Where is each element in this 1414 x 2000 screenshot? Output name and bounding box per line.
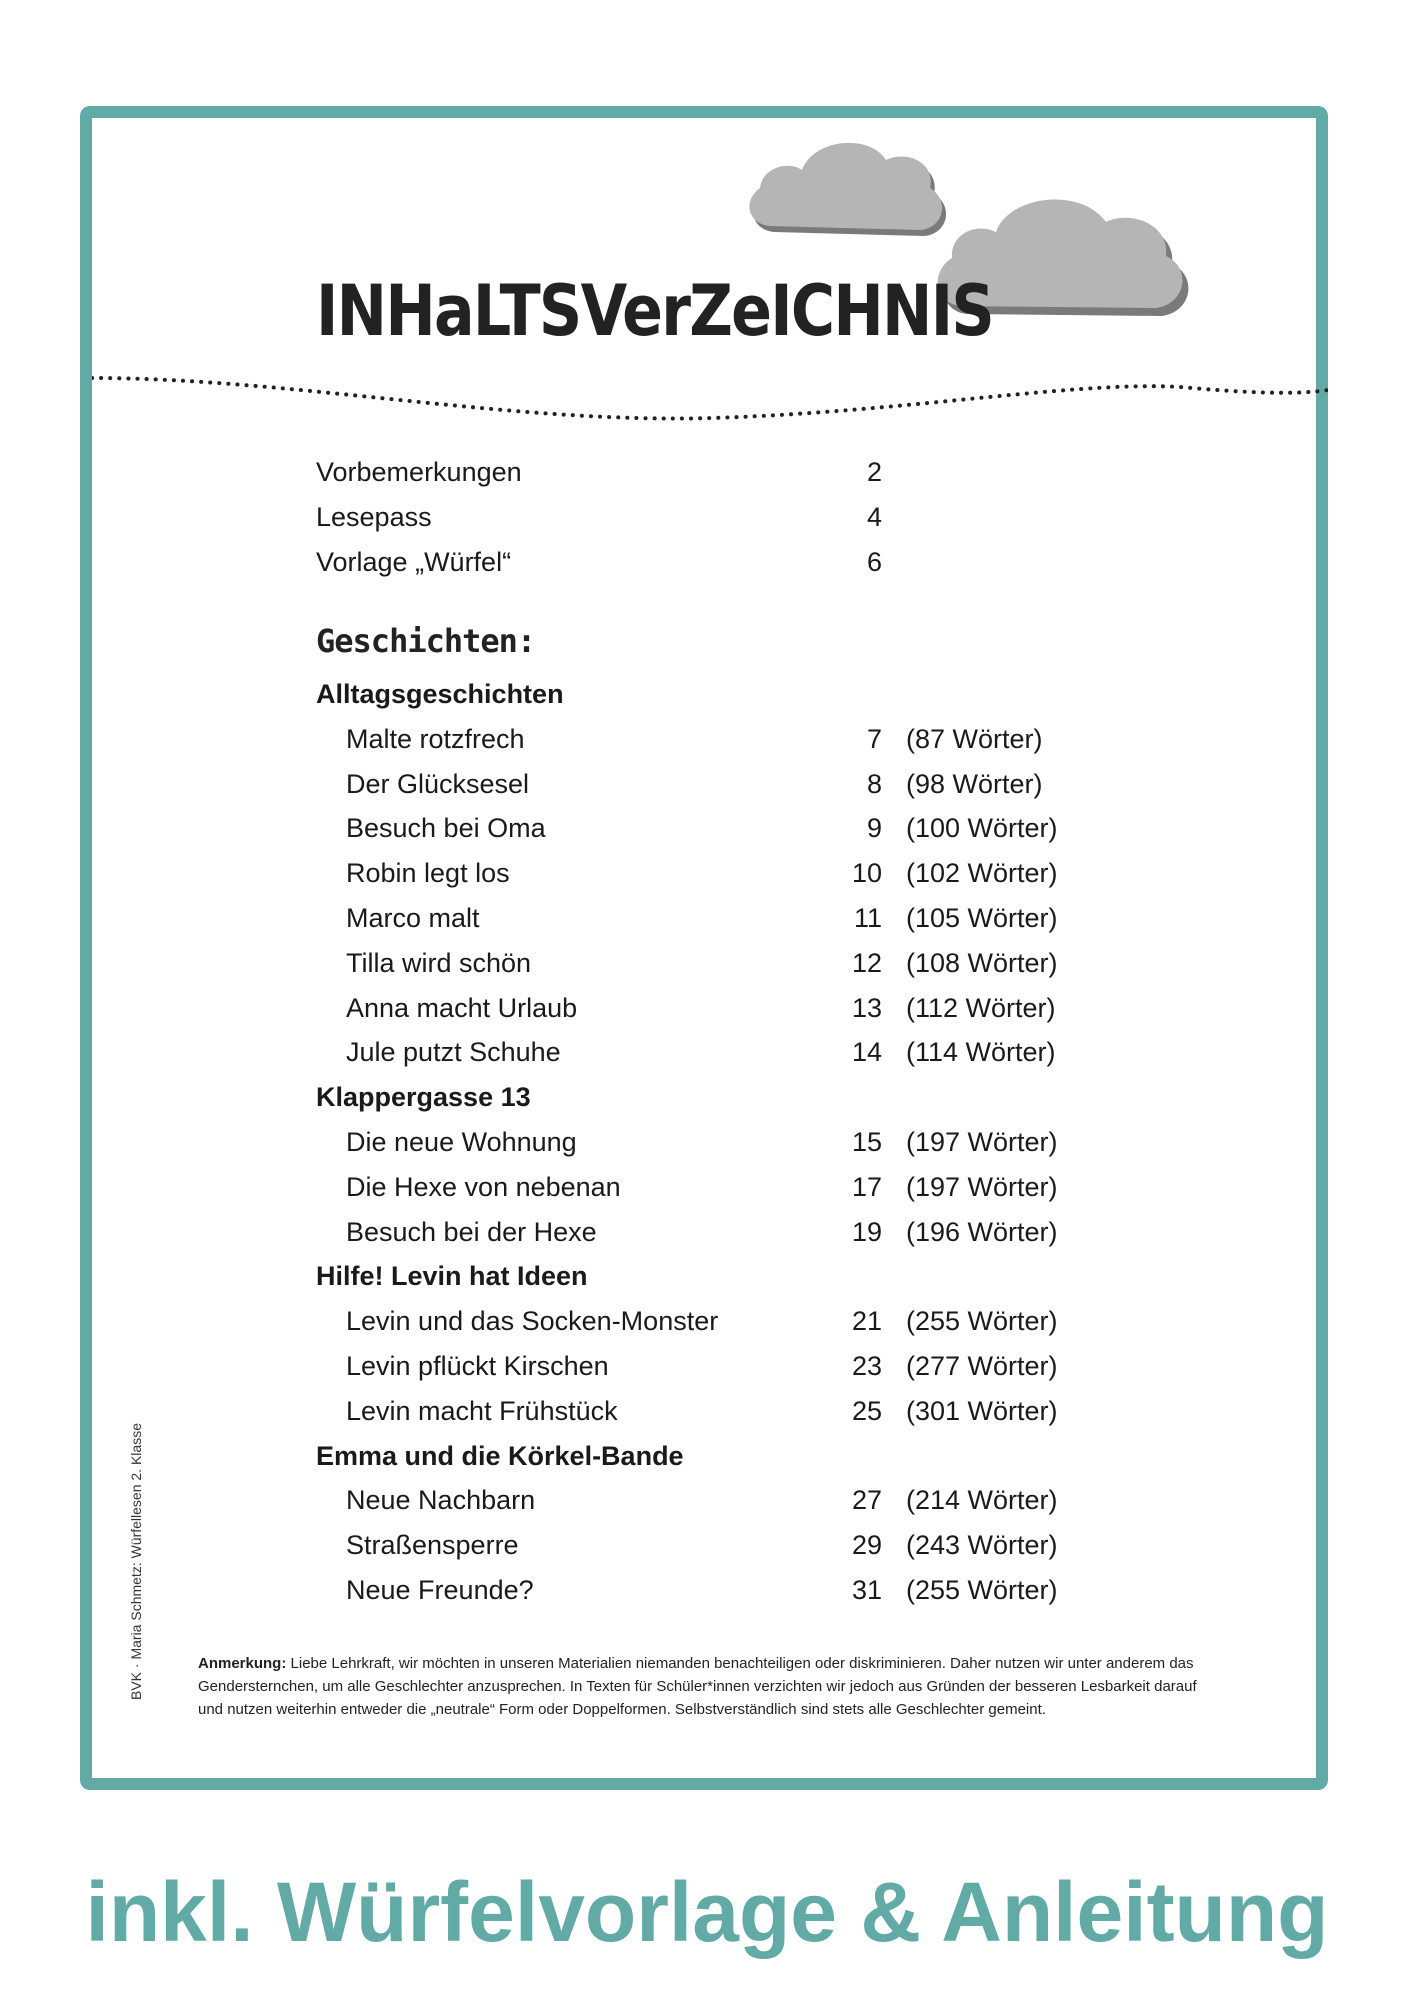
toc-section-heading [0,1254,1414,1298]
entry-label: Neue Freunde? [346,1575,534,1605]
entry-label: Jule putzt Schuhe [346,1037,561,1068]
entry-page-number: 23 [851,1351,882,1381]
entry-word-count: (196 Wörter) [906,1216,1058,1247]
section-heading-label: Hilfe! Levin hat Ideen [316,1261,588,1292]
toc-entry [0,1299,1414,1343]
toc-entry [0,717,1414,761]
toc-entry [0,896,1414,940]
footnote-label: Anmerkung: [198,1655,287,1672]
footnote [198,1652,1208,1721]
toc-entry [0,540,1414,584]
entry-page-number: 15 [851,1127,882,1157]
toc-entry [0,986,1414,1030]
toc-entry [0,1568,1414,1612]
entry-word-count: (277 Wörter) [906,1351,1058,1381]
entry-page-number: 27 [851,1485,882,1516]
entry-label: Besuch bei der Hexe [346,1216,597,1247]
entry-page-number: 11 [853,903,882,933]
entry-label: Die neue Wohnung [346,1127,577,1157]
entry-word-count: (255 Wörter) [906,1306,1058,1337]
entry-word-count: (255 Wörter) [906,1575,1058,1605]
entry-page-number: 9 [866,813,882,844]
entry-word-count: (102 Wörter) [906,858,1058,889]
entry-word-count: (105 Wörter) [906,903,1058,933]
entry-word-count: (214 Wörter) [906,1485,1058,1516]
toc-section-heading [0,1434,1414,1478]
cloud-small-icon [749,143,946,236]
entry-label: Marco malt [346,903,480,933]
section-heading-label: Klappergasse 13 [316,1082,531,1113]
section-heading-label: Alltagsgeschichten [316,679,564,709]
entry-word-count: (112 Wörter) [906,992,1056,1023]
entry-label: Malte rotzfrech [346,723,525,754]
entry-page-number: 2 [866,457,882,487]
entry-page-number: 4 [866,501,882,532]
entry-word-count: (114 Wörter) [906,1037,1056,1068]
section-heading-label: Emma und die Körkel-Bande [316,1440,684,1471]
entry-word-count: (197 Wörter) [906,1171,1058,1202]
entry-label: Levin pflückt Kirschen [346,1351,609,1381]
toc-entry [0,1344,1414,1388]
toc-entry [0,806,1414,850]
entry-label: Neue Nachbarn [346,1485,536,1516]
footer-banner: inkl. Würfelvorlage & Anleitung [85,1865,1329,1959]
toc-section-heading [0,1075,1414,1119]
entry-label: Der Glücksesel [346,768,530,799]
toc-entry [0,495,1414,539]
entry-word-count: (100 Wörter) [906,813,1058,844]
toc-entry [0,762,1414,806]
entry-word-count: (301 Wörter) [906,1395,1058,1426]
entry-page-number: 12 [851,947,882,978]
entry-page-number: 6 [866,546,882,577]
toc-entry [0,851,1414,895]
toc-entry [0,1165,1414,1209]
toc-entry [0,1523,1414,1567]
entry-label: Anna macht Urlaub [346,992,578,1023]
entry-page-number: 31 [851,1575,882,1605]
entry-word-count: (197 Wörter) [906,1127,1058,1157]
stories-heading: Geschichten: [316,622,536,660]
entry-page-number: 14 [851,1037,882,1068]
entry-page-number: 7 [866,723,882,754]
toc-entry [0,1030,1414,1074]
entry-label: Robin legt los [346,858,510,889]
entry-label: Levin und das Socken-Monster [346,1306,719,1337]
entry-word-count: (98 Wörter) [906,768,1043,799]
entry-page-number: 10 [851,858,882,889]
entry-label: Vorlage „Würfel“ [316,546,512,577]
entry-label: Lesepass [316,501,432,532]
toc-section-heading [0,672,1414,716]
entry-word-count: (243 Wörter) [906,1530,1058,1561]
toc-entry [0,1120,1414,1164]
entry-label: Tilla wird schön [346,947,532,978]
entry-page-number: 29 [851,1530,882,1561]
side-credit: BVK · Maria Schmetz: Würfellesen 2. Klasse [128,1423,144,1700]
entry-word-count: (87 Wörter) [906,723,1043,754]
entry-page-number: 25 [851,1395,882,1426]
entry-label: Besuch bei Oma [346,813,546,844]
page-title: INHaLTSVerZeICHNIS [316,270,994,352]
toc-entry [0,941,1414,985]
entry-label: Straßensperre [346,1530,519,1561]
entry-page-number: 8 [866,768,882,799]
toc-entry [0,450,1414,494]
entry-label: Vorbemerkungen [316,457,522,487]
entry-page-number: 13 [851,992,882,1023]
toc-entry [0,1210,1414,1254]
entry-label: Levin macht Frühstück [346,1395,618,1426]
entry-word-count: (108 Wörter) [906,947,1058,978]
dotted-wave-divider [92,364,1328,424]
toc-entry [0,1389,1414,1433]
footnote-text: Liebe Lehrkraft, wir möchten in unseren Materialien niemanden benachteiligen oder diskriminieren. Daher nutzen wir unter anderem das Gendersternchen, um alle Geschlechter anzusprechen. In Texten für Schüler*innen verzichten wir jedoch aus Gründen der besseren Lesbarkeit darauf und nutzen weiterhin entweder die „neutrale“ Form oder Doppelformen. Selbstverständlich sind stets alle Geschlechter gemeint. [198,1655,1197,1718]
entry-page-number: 17 [851,1171,882,1202]
entry-page-number: 19 [851,1216,882,1247]
toc-entry [0,1478,1414,1522]
entry-page-number: 21 [851,1306,882,1337]
entry-label: Die Hexe von nebenan [346,1171,621,1202]
